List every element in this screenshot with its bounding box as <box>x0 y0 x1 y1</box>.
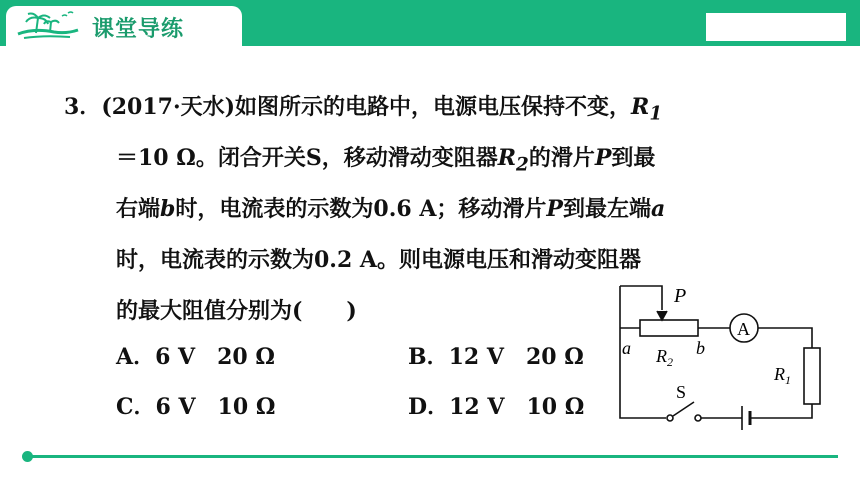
r1-resistor <box>804 348 820 404</box>
option-c[interactable] <box>116 390 275 421</box>
option-d[interactable] <box>408 390 584 421</box>
question-line2-c: 到最 <box>611 145 656 171</box>
wire-right-top <box>758 328 812 348</box>
header-right-box <box>706 13 846 41</box>
wire-right-bottom <box>750 404 812 418</box>
question-line2-b: 的滑片 <box>528 145 595 171</box>
question-line-2 <box>64 133 804 184</box>
option-c-text: 6 V 10 Ω <box>155 394 276 420</box>
question-line-1 <box>64 82 804 133</box>
option-b[interactable] <box>408 340 584 371</box>
label-b: b <box>696 338 705 358</box>
question-line3-c: 到最左端 <box>562 196 651 222</box>
question-line-4: 时，电流表的示数为0.2 A。则电源电压和滑动变阻器 <box>116 247 642 273</box>
switch-blade <box>673 402 694 416</box>
question-number: 3． <box>64 94 102 120</box>
question-source: (2017·天水) <box>101 94 236 120</box>
r1-subscript: 1 <box>649 103 663 125</box>
option-a-letter: A． <box>116 344 156 370</box>
bottom-divider <box>28 455 838 458</box>
option-d-letter: D． <box>408 394 450 420</box>
header-tab <box>4 4 244 46</box>
question-line3-a: 右端 <box>116 196 161 222</box>
b-symbol: b <box>160 196 176 222</box>
p-symbol-2: P <box>546 196 563 222</box>
question-line-5: 的最大阻值分别为( ) <box>116 298 357 324</box>
slider-arrow-head <box>657 311 667 320</box>
label-ammeter: A <box>737 319 750 339</box>
bottom-divider-dot <box>22 451 33 462</box>
option-c-letter: C． <box>116 394 156 420</box>
option-b-text: 12 V 20 Ω <box>448 344 584 370</box>
label-r1: $R_1$ <box>774 364 791 387</box>
option-a-text: 6 V 20 Ω <box>155 344 275 370</box>
label-s: S <box>676 382 687 402</box>
label-r2: $R_2$ <box>656 346 673 369</box>
switch-contact <box>695 415 701 421</box>
circuit-diagram <box>612 280 832 430</box>
wire-top <box>620 286 662 310</box>
label-a: a <box>622 338 631 358</box>
r2-subscript: 2 <box>516 154 529 176</box>
option-a[interactable] <box>116 340 275 371</box>
option-d-text: 12 V 10 Ω <box>449 394 585 420</box>
question-line3-b: 时，电流表的示数为0.6 A；移动滑片 <box>175 196 547 222</box>
r2-letter: R <box>497 145 517 171</box>
option-b-letter: B． <box>408 344 449 370</box>
label-p: P <box>674 285 687 307</box>
question-line-3 <box>64 184 804 235</box>
switch-pivot <box>667 415 673 421</box>
question-line2-a: ＝10 Ω。闭合开关S，移动滑动变阻器 <box>116 145 498 171</box>
island-logo-icon <box>14 10 84 44</box>
p-symbol: P <box>594 145 612 171</box>
r2-symbol <box>497 145 529 176</box>
a-symbol: a <box>650 196 666 222</box>
r1-symbol <box>631 94 663 125</box>
r2-rheostat <box>640 320 698 336</box>
header-title: 课堂导练 <box>92 17 185 42</box>
r1-letter: R <box>631 94 650 120</box>
question-line1-text: 如图所示的电路中，电源电压保持不变， <box>235 94 632 120</box>
